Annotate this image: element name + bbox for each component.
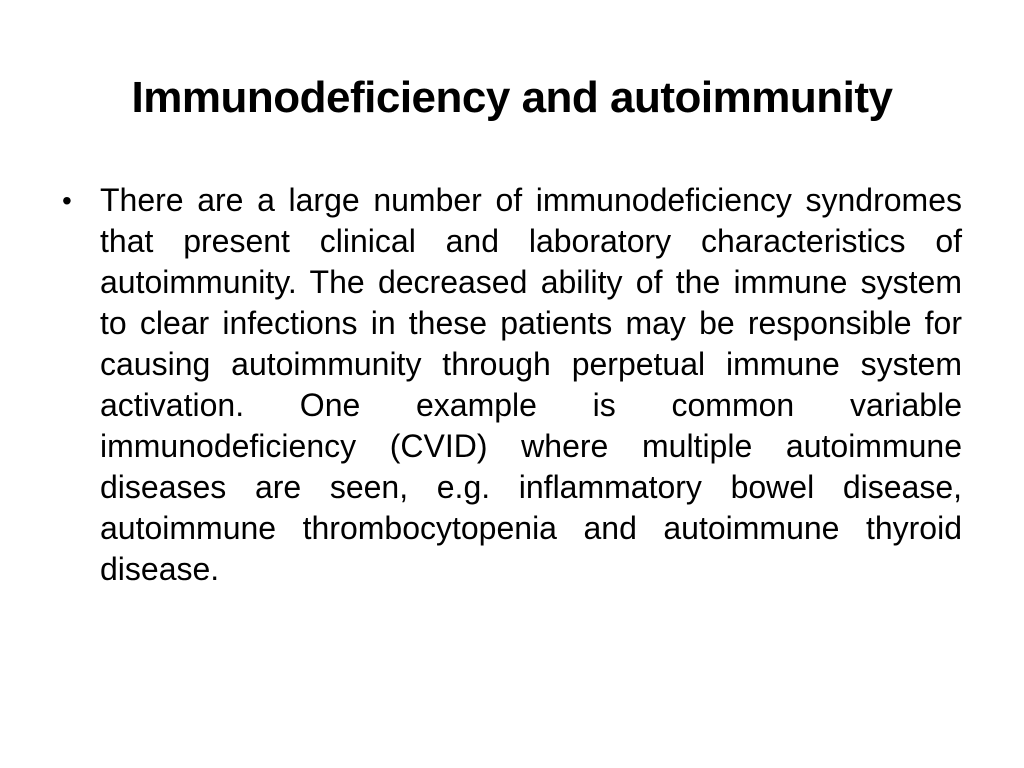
bullet-marker: • <box>62 185 72 216</box>
slide-title: Immunodeficiency and autoimmunity <box>131 73 893 122</box>
bullet-item <box>62 180 962 590</box>
bullet-text: There are a large number of immunodeficiency syndromes that present clinical and laboratory characteristics of autoimmunity. The decreased ability of the immune system to clear infections in these patients may be responsible for causing autoimmunity through perpetual immune system activation. One example is common variable immunodeficiency (CVID) where multiple autoimmune diseases are seen, e.g. inflammatory bowel disease, autoimmune thrombocytopenia and autoimmune thyroid disease. <box>100 182 962 587</box>
bullet-list <box>62 180 962 590</box>
